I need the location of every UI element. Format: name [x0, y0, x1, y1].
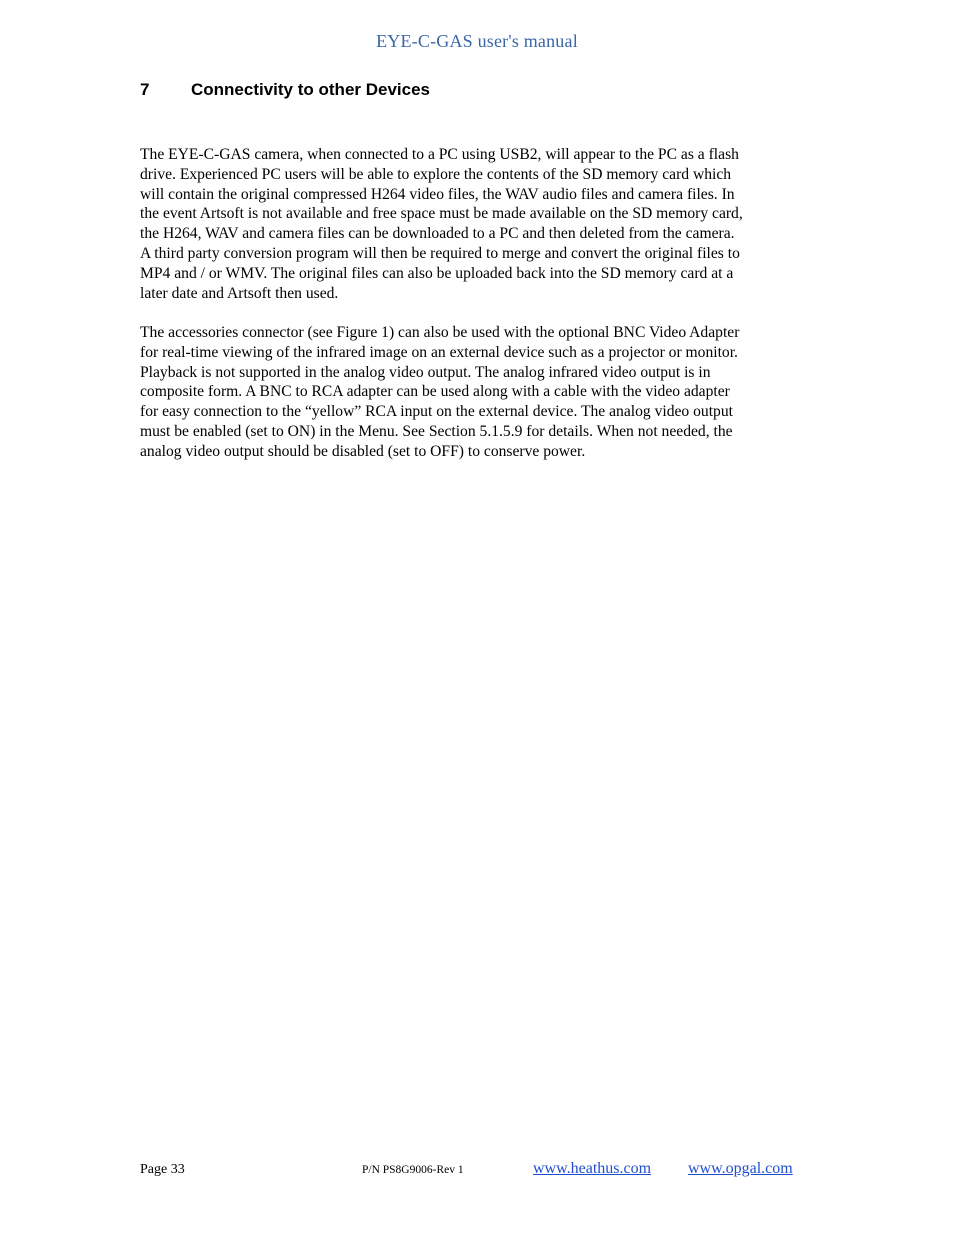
paragraph-line: the H264, WAV and camera files can be downloaded to a PC and then deleted from the camera.: [140, 225, 735, 243]
paragraph-usb-connectivity: [140, 145, 810, 303]
paragraph-line: analog video output should be disabled (set to OFF) to conserve power.: [140, 442, 586, 460]
opgal-link[interactable]: www.opgal.com: [688, 1160, 793, 1177]
heathus-link[interactable]: www.heathus.com: [533, 1160, 652, 1177]
paragraph-line: MP4 and / or WMV. The original files can also be uploaded back into the SD memory card at a: [140, 264, 734, 282]
paragraph-line: drive. Experienced PC users will be able to explore the contents of the SD memory card which: [140, 165, 732, 183]
paragraph-line: must be enabled (set to ON) in the Menu. See Section 5.1.5.9 for details. When not needed, the: [140, 422, 733, 440]
section-title: Connectivity to other Devices: [191, 80, 431, 99]
paragraph-line: for real-time viewing of the infrared image on an external device such as a projector or monitor.: [140, 343, 738, 361]
paragraph-line: composite form. A BNC to RCA adapter can be used along with a cable with the video adapter: [140, 383, 730, 401]
paragraph-line: The EYE-C-GAS camera, when connected to a PC using USB2, will appear to the PC as a flash: [140, 146, 739, 163]
running-header: EYE-C-GAS user's manual: [376, 31, 578, 51]
page-footer: [0, 1160, 954, 1186]
section-heading: [140, 80, 430, 100]
paragraph-line: will contain the original compressed H264 video files, the WAV audio files and camera files. In: [140, 185, 735, 203]
part-number: P/N PS8G9006-Rev 1: [362, 1164, 464, 1176]
paragraph-line: The accessories connector (see Figure 1) can also be used with the optional BNC Video Adapter: [140, 324, 740, 341]
paragraph-line: A third party conversion program will then be required to merge and convert the original files to: [140, 244, 740, 262]
paragraph-line: later date and Artsoft then used.: [140, 284, 339, 302]
paragraph-video-adapter: [140, 323, 810, 462]
paragraph-line: the event Artsoft is not available and free space must be made available on the SD memory card,: [140, 205, 743, 223]
paragraph-line: for easy connection to the “yellow” RCA input on the external device. The analog video output: [140, 403, 733, 421]
paragraph-line: Playback is not supported in the analog video output. The analog infrared video output is in: [140, 363, 711, 381]
page-number: Page 33: [140, 1162, 185, 1177]
section-number: 7: [140, 80, 150, 99]
